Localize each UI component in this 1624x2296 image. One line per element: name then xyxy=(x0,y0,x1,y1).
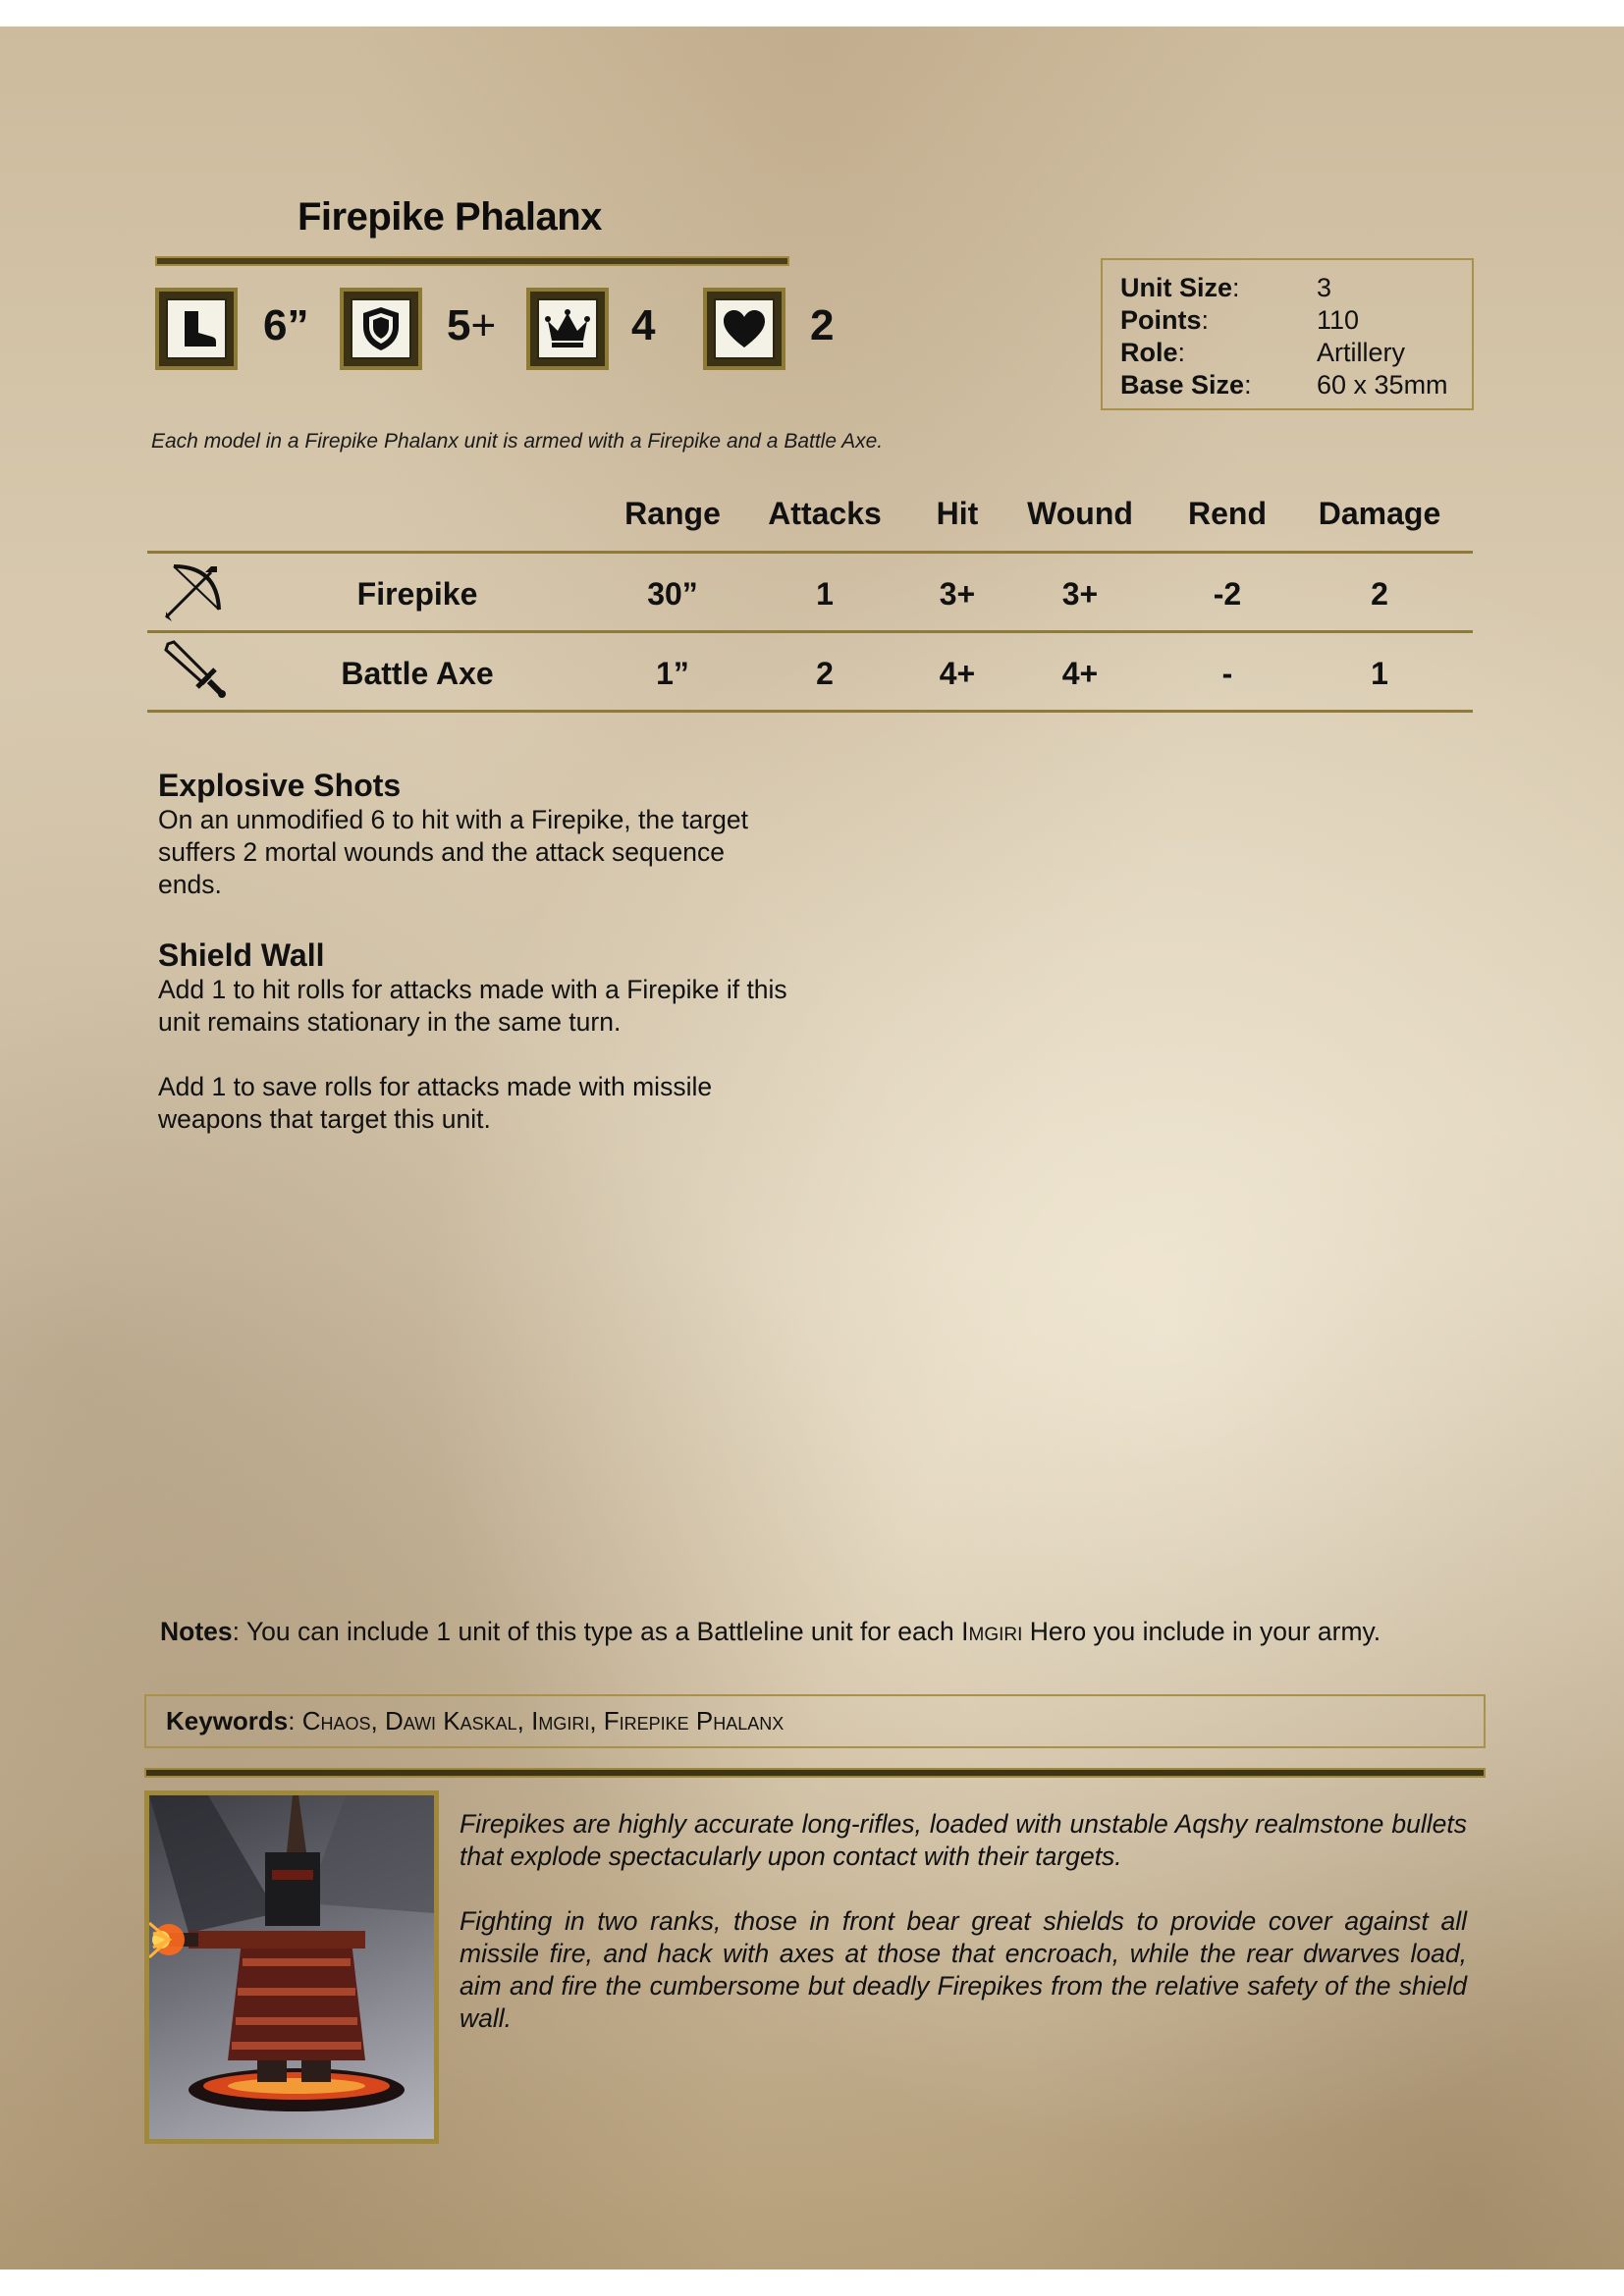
info-row-unit-size: Unit Size: 3 xyxy=(1120,273,1332,302)
ability-line: weapons that target this unit. xyxy=(158,1104,491,1134)
crown-icon xyxy=(544,307,591,350)
table-divider xyxy=(147,551,1473,554)
notes-keyword: Imgiri xyxy=(961,1617,1023,1646)
bow-icon xyxy=(162,562,227,623)
weapon-rend: - xyxy=(1221,656,1233,691)
shield-icon xyxy=(359,305,403,352)
firepike-warrior-illustration xyxy=(149,1795,434,2139)
ability-line: suffers 2 mortal wounds and the attack sequence xyxy=(158,837,725,867)
weapon-rend: -2 xyxy=(1213,576,1242,612)
weapon-damage: 2 xyxy=(1371,576,1388,612)
table-divider xyxy=(147,630,1473,633)
info-label: Base Size xyxy=(1120,370,1245,400)
save-value-number: 5 xyxy=(447,301,471,349)
bravery-value: 4 xyxy=(631,301,656,349)
datasheet-page xyxy=(0,27,1624,2269)
flavor-text xyxy=(460,1808,1467,2067)
ability-title: Shield Wall xyxy=(158,937,325,973)
save-value-plus: + xyxy=(470,301,497,349)
keywords-box: Keywords: Chaos, Dawi Kaskal, Imgiri, Firepike Phalanx xyxy=(144,1694,1486,1748)
info-row-base-size: Base Size: 60 x 35mm xyxy=(1120,370,1448,400)
ability-title: Explosive Shots xyxy=(158,768,402,803)
wounds-stat-box xyxy=(703,288,785,370)
weapon-attacks: 2 xyxy=(816,656,834,691)
ability-line: unit remains stationary in the same turn. xyxy=(158,1007,622,1037)
header-wound: Wound xyxy=(1027,496,1133,531)
info-row-points: Points: 110 xyxy=(1120,305,1360,335)
weapon-hit: 4+ xyxy=(939,656,976,691)
weapon-range: 1” xyxy=(656,656,689,691)
heart-icon xyxy=(722,308,767,349)
weapon-attacks: 1 xyxy=(816,576,834,612)
ability-shield-wall xyxy=(158,937,845,1136)
keywords-list: Chaos, Dawi Kaskal, Imgiri, Firepike Phalanx xyxy=(301,1706,785,1735)
notes-body: Hero you include in your army. xyxy=(1022,1617,1381,1646)
unit-artwork xyxy=(144,1790,439,2144)
sword-icon xyxy=(164,640,227,701)
table-divider xyxy=(147,710,1473,713)
info-label: Role xyxy=(1120,338,1178,367)
move-stat-box xyxy=(155,288,238,370)
ability-line: Add 1 to hit rolls for attacks made with a Firepike if this xyxy=(158,975,787,1004)
weapon-wound: 4+ xyxy=(1061,656,1099,691)
ability-text xyxy=(158,804,845,901)
weapon-name: Firepike xyxy=(356,576,478,612)
notes-text: Notes: You can include 1 unit of this type as a Battleline unit for each Imgiri Hero you include in your army. xyxy=(160,1617,1381,1646)
weapon-damage: 1 xyxy=(1371,656,1388,691)
title-divider xyxy=(155,256,789,266)
save-value xyxy=(447,301,496,350)
notes-body: You can include 1 unit of this type as a Battleline unit for each xyxy=(245,1617,962,1646)
wounds-value: 2 xyxy=(810,301,835,349)
weapon-wound: 3+ xyxy=(1061,576,1099,612)
header-hit: Hit xyxy=(936,496,979,531)
bravery-stat-box xyxy=(526,288,609,370)
ability-line: Add 1 to save rolls for attacks made with missile xyxy=(158,1072,713,1101)
save-stat-box xyxy=(340,288,422,370)
header-damage: Damage xyxy=(1318,496,1441,531)
weapon-name: Battle Axe xyxy=(341,656,494,691)
ability-explosive-shots xyxy=(158,768,845,901)
info-value: Artillery xyxy=(1317,338,1406,367)
info-label: Points xyxy=(1120,305,1202,335)
notes-label: Notes xyxy=(160,1617,233,1646)
ability-text xyxy=(158,974,845,1136)
header-attacks: Attacks xyxy=(768,496,882,531)
equipment-note: Each model in a Firepike Phalanx unit is armed with a Firepike and a Battle Axe. xyxy=(151,430,884,453)
info-value: 3 xyxy=(1317,273,1332,302)
flavor-paragraph: Fighting in two ranks, those in front bear great shields to provide cover against all missile fire, and hack with axes at those that encroach, while the rear dwarves load, aim and fire the cumbersome but deadly Firepikes from the relative safety of the shield wall. xyxy=(460,1906,1467,2033)
info-label: Unit Size xyxy=(1120,273,1233,302)
header-rend: Rend xyxy=(1188,496,1267,531)
flavor-paragraph: Firepikes are highly accurate long-rifles, loaded with unstable Aqshy realmstone bullets that explode spectacularly upon contact with their targets. xyxy=(460,1809,1467,1871)
keywords-label: Keywords xyxy=(166,1706,289,1735)
weapon-hit: 3+ xyxy=(939,576,976,612)
ability-line: ends. xyxy=(158,870,222,899)
info-value: 110 xyxy=(1317,305,1360,335)
move-value: 6” xyxy=(263,301,309,349)
unit-info-box xyxy=(1101,258,1474,410)
info-value: 60 x 35mm xyxy=(1317,370,1448,400)
header-range: Range xyxy=(624,496,721,531)
ability-line: On an unmodified 6 to hit with a Firepike, the target xyxy=(158,805,748,834)
weapon-range: 30” xyxy=(647,576,698,612)
info-row-role: Role: Artillery xyxy=(1120,338,1406,367)
page-title: Firepike Phalanx xyxy=(298,195,602,239)
boot-icon xyxy=(175,307,218,350)
section-divider xyxy=(144,1768,1486,1778)
